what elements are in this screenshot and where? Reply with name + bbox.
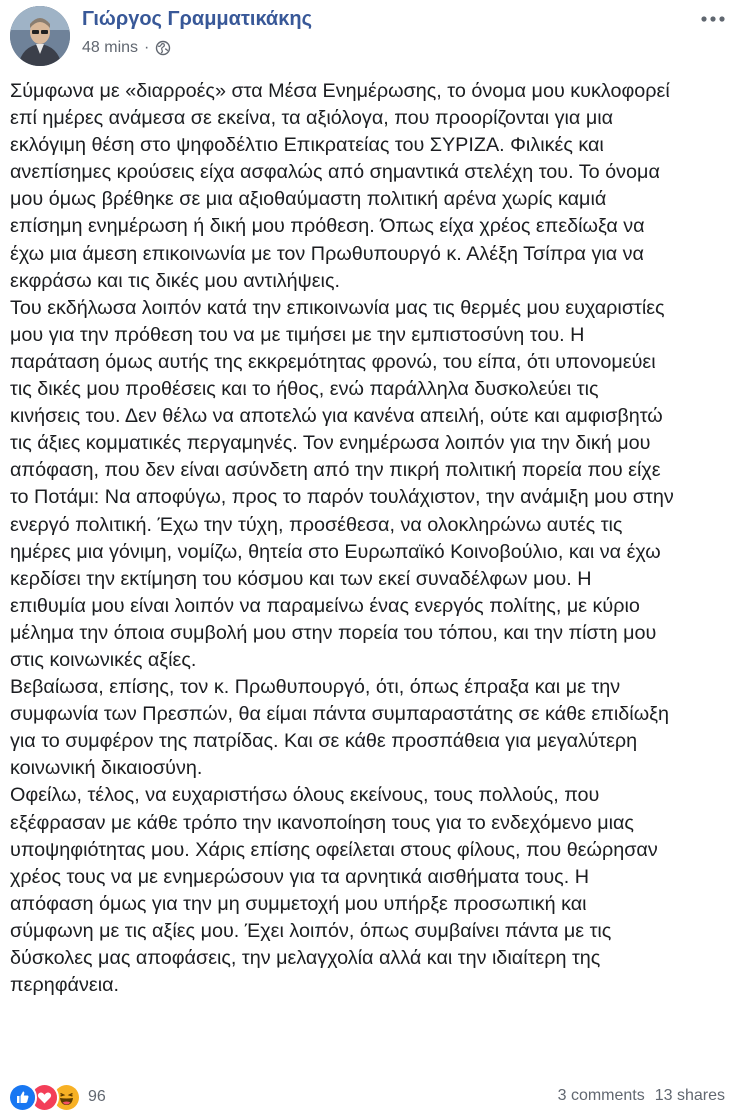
avatar-image	[10, 6, 70, 66]
post-text-line: απόφαση, που δεν είναι ασύνδετη από την πικρή πολιτική πορεία που είχε	[10, 459, 661, 482]
post-text-line: απόφαση όμως για την μη συμμετοχή μου υπήρξε προσωπική και	[10, 892, 587, 915]
post-body	[10, 78, 725, 999]
post-text-line: ημέρες μια γόνιμη, νομίζω, θητεία στο Ευρωπαϊκό Κοινοβούλιο, και να έχω	[10, 540, 661, 563]
post-text-line: εκφράσω και τις δικές μου αντιλήψεις.	[10, 269, 340, 292]
globe-icon[interactable]	[155, 40, 171, 56]
post-text-line: Του εκδήλωσα λοιπόν κατά την επικοινωνία μας τις θερμές μου ευχαριστίες	[10, 296, 665, 319]
post-text-line: ανεπίσημες κρούσεις είχα ασφαλώς από σημαντικά στελέχη του. Το όνομα	[10, 161, 660, 184]
post-text-line: για το συμφέρον της πατρίδας. Και σε κάθε προσπάθεια για μεγαλύτερη	[10, 730, 638, 753]
meta-separator: ·	[144, 39, 150, 56]
post-text-line: εκλόγιμη θέση στο ψηφοδέλτιο Επικρατείας του ΣΥΡΙΖΑ. Φιλικές και	[10, 134, 604, 157]
reactions-summary[interactable]	[8, 1083, 106, 1111]
post-text-line: επίσημη ενημέρωση ή δική μου πρόθεση. Όπως είχα χρέος επεδίωξα να	[10, 215, 645, 238]
post-text-line: επιθυμία μου είναι λοιπόν να παραμείνω ένας ενεργός πολίτης, με κύριο	[10, 594, 640, 617]
post-meta	[82, 39, 171, 57]
shares-count-link[interactable]: 13 shares	[654, 1087, 725, 1104]
comments-count-link[interactable]: 3 comments	[557, 1087, 645, 1104]
post-text-line: Οφείλω, τέλος, να ευχαριστήσω όλους εκείνους, τους πολλούς, που	[10, 784, 600, 807]
post-text-line: κερδίσει την εκτίμηση του κόσμου και των εκεί συναδέλφων μου. Η	[10, 567, 592, 590]
like-icon	[8, 1083, 37, 1112]
post-text-line: συμφωνία των Πρεσπών, θα είμαι πάντα συμπαραστάτης σε κάθε επιδίωξη	[10, 703, 670, 726]
post-text-line: το Ποτάμι: Να αποφύγω, προς το παρόν τουλάχιστον, την ανάμιξη μου στην	[10, 486, 674, 509]
post-footer	[8, 1083, 727, 1111]
post-header	[8, 6, 727, 66]
post-text-line: Σύμφωνα με «διαρροές» στα Μέσα Ενημέρωσης, το όνομα μου κυκλοφορεί	[10, 80, 670, 102]
post-text-line: στις κοινωνικές αξίες.	[10, 648, 197, 671]
post-stats	[558, 1087, 725, 1105]
post-text-line: χρέος τους να με ενημερώσουν για τα αρνητικά αισθήματα τους. Η	[10, 865, 589, 888]
post-text-line: υποψηφιότητας μου. Χάρις επίσης οφείλεται στους φίλους, που θεώρησαν	[10, 838, 658, 861]
post-text-line: περηφάνεια.	[10, 974, 120, 997]
post-text-line: κινήσεις του. Δεν θέλω να αποτελώ για κανένα απειλή, ούτε και αμφισβητώ	[10, 405, 663, 428]
author-name[interactable]: Γιώργος Γραμματικάκης	[82, 8, 312, 30]
post-text-line: επί ημέρες ανάμεσα σε εκείνα, τα αξιόλογα, που προορίζονται για μια	[10, 107, 614, 130]
post-text-line: κοινωνική δικαιοσύνη.	[10, 757, 203, 780]
post-text-line: δύσκολες μας αποφάσεις, την μελαγχολία αλλά και την ιδιαίτερη της	[10, 947, 601, 969]
post-text-line: τις δικές μου προθέσεις και το ήθος, ενώ παράλληλα δυσκολεύει τις	[10, 378, 599, 401]
avatar[interactable]	[10, 6, 70, 66]
post-timestamp[interactable]: 48 mins	[82, 39, 139, 56]
post-text-line: μέλημα την όποια συμβολή μου στην πορεία του τόπου, και την πίστη μου	[10, 621, 657, 644]
reaction-count[interactable]: 96	[88, 1088, 106, 1105]
post-text-line: έχω μια άμεση επικοινωνία με τον Πρωθυπουργό κ. Αλέξη Τσίπρα για να	[10, 242, 644, 265]
more-options-icon[interactable]	[699, 12, 727, 26]
post-text-line: ενεργό πολιτική. Έχω την τύχη, προσέθεσα, να ολοκληρώνω αυτές τις	[10, 513, 623, 536]
post-text-line: τις άξιες κομματικές περγαμηνές. Τον ενημέρωσα λοιπόν για την δική μου	[10, 432, 651, 455]
post-text-line: σύμφωνη με τις αξίες μου. Έχει λοιπόν, όπως συμβαίνει πάντα με τις	[10, 919, 612, 942]
post-text-line: παράταση όμως αυτής της εκκρεμότητας φρονώ, του είπα, ότι υπονομεύει	[10, 350, 656, 373]
post-text-line: μου όμως βρέθηκε σε μια αξιοθαύμαστη πολιτική αρένα χωρίς καμιά	[10, 188, 607, 211]
post-text-line: εξέφρασαν με κάθε τρόπο την ικανοποίηση τους για το ενδεχόμενο μιας	[10, 811, 634, 834]
post-text-line: Βεβαίωσα, επίσης, τον κ. Πρωθυπουργό, ότι, όπως έπραξα και με την	[10, 676, 621, 699]
post-text-line: μου για την πρόθεση του να με τιμήσει με την εμπιστοσύνη του. Η	[10, 323, 585, 346]
